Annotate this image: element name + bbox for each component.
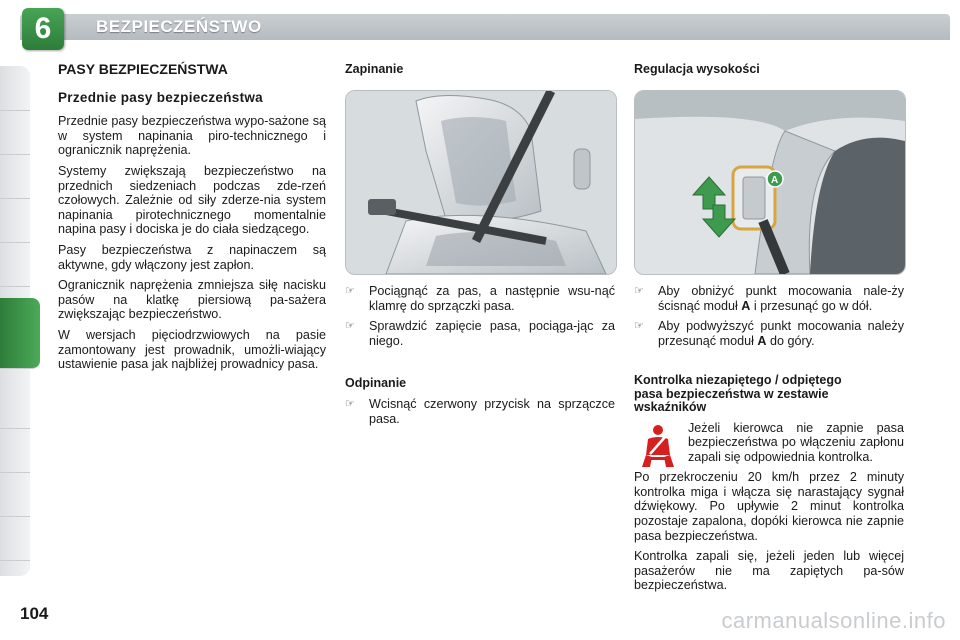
height-adjust-heading: Regulacja wysokości [634, 62, 760, 76]
indicator-description: Jeżeli kierowca nie zapnie pasa bezpieczeństwa po włączeniu zapłonu zapali się odpowiednia kontrolka. [688, 420, 904, 464]
instruction-item: ☞ Pociągnąć za pas, a następnie wsu-nąć klamrę do sprzączki pasa. [345, 284, 615, 313]
indicator-block [634, 421, 904, 465]
chapter-tab-8[interactable] [0, 428, 30, 473]
unfastening-heading: Odpinanie [345, 376, 407, 391]
chapter-badge [22, 8, 64, 50]
instruction-item: ☞ Aby podwyższyć punkt mocowania należy przesunąć moduł A do góry. [634, 319, 904, 348]
chapter-number: 6 [34, 12, 52, 45]
paragraph: Po przekroczeniu 20 km/h przez 2 minuty kontrolka miga i włącza się narastający sygnał dźwiękowy. Po upływie 2 minut kontrolka pozostaje zapalona, dopóki kierowca nie zapnie pasa bezpieczeństwa. [634, 470, 904, 543]
pointer-icon: ☞ [345, 397, 355, 410]
pointer-icon: ☞ [634, 285, 644, 297]
paragraph: Pasy bezpieczeństwa z napinaczem są aktywne, gdy włączony jest zapłon. [58, 242, 326, 272]
instruction-item: ☞ Sprawdzić zapięcie pasa, pociąga-jąc za niego. [345, 319, 615, 348]
instruction-item: ☞ Aby obniżyć punkt mocowania nale-ży ścisnąć moduł A i przesunąć go w dół. [634, 284, 904, 313]
watermark: carmanualsonline.info [721, 608, 946, 633]
chapter-tabs [0, 66, 30, 576]
seat-belt-figure [345, 90, 617, 275]
section-subheading: Przednie pasy bezpieczeństwa [58, 89, 263, 105]
fastening-heading: Zapinanie [345, 62, 404, 76]
chapter-tab-6-active[interactable] [0, 298, 40, 369]
pointer-icon: ☞ [345, 320, 355, 333]
chapter-tab-10[interactable] [0, 516, 30, 561]
page-number: 104 [20, 604, 49, 623]
fastening-instructions [345, 284, 615, 432]
pillar-illustration [635, 91, 905, 274]
chapter-tab-4[interactable] [0, 198, 30, 243]
seatbelt-warning-icon [638, 423, 678, 469]
section-heading: PASY BEZPIECZEŃSTWA [58, 61, 228, 77]
paragraph: Ogranicznik naprężenia zmniejsza siłę nacisku pasów na klatkę piersiową pa-sażera zwiększając bezpieczeństwo. [58, 278, 326, 322]
module-label: A [771, 175, 779, 186]
right-column-heading [634, 62, 904, 83]
indicator-section [634, 374, 904, 599]
height-adjust-instructions [634, 284, 904, 354]
chapter-tab-7[interactable] [0, 384, 30, 429]
paragraph: W wersjach pięciodrzwiowych na pasie zamontowany jest prowadnik, umożli-wiający ustawienie pasa jak najbliżej prowadnicy pasa. [58, 327, 326, 372]
chapter-tab-1[interactable] [0, 66, 30, 111]
height-adjust-figure [634, 90, 906, 275]
chapter-tab-2[interactable] [0, 110, 30, 155]
paragraph: Przednie pasy bezpieczeństwa wypo-sażone są w system napinania piro-technicznego i ogranicznik naprężenia. [58, 114, 326, 158]
instruction-item: ☞ Wcisnąć czerwony przycisk na sprzączce pasa. [345, 396, 615, 426]
seat-illustration [346, 91, 616, 274]
chapter-tab-9[interactable] [0, 472, 30, 517]
paragraph: Systemy zwiększają bezpieczeństwo na przednich siedzeniach podczas zde-rzeń czołowych. Zależnie od siły zderze-nia system napinania pirotechnicznego momentalnie napina pasy i dociska je do ciała siedzącego. [58, 163, 326, 237]
chapter-tab-3[interactable] [0, 154, 30, 199]
pointer-icon: ☞ [634, 320, 644, 333]
chapter-tab-5[interactable] [0, 242, 30, 287]
paragraph: Kontrolka zapali się, jeżeli jeden lub więcej pasażerów nie ma zapiętych pa-sów bezpieczeństwa. [634, 549, 904, 593]
middle-column-heading [345, 62, 615, 83]
left-column [58, 62, 326, 378]
indicator-heading: Kontrolka niezapiętego / odpiętego pasa bezpieczeństwa w zestawie wskaźników [634, 373, 842, 414]
pointer-icon: ☞ [345, 285, 355, 297]
page-title: BEZPIECZEŃSTWO [96, 17, 262, 36]
